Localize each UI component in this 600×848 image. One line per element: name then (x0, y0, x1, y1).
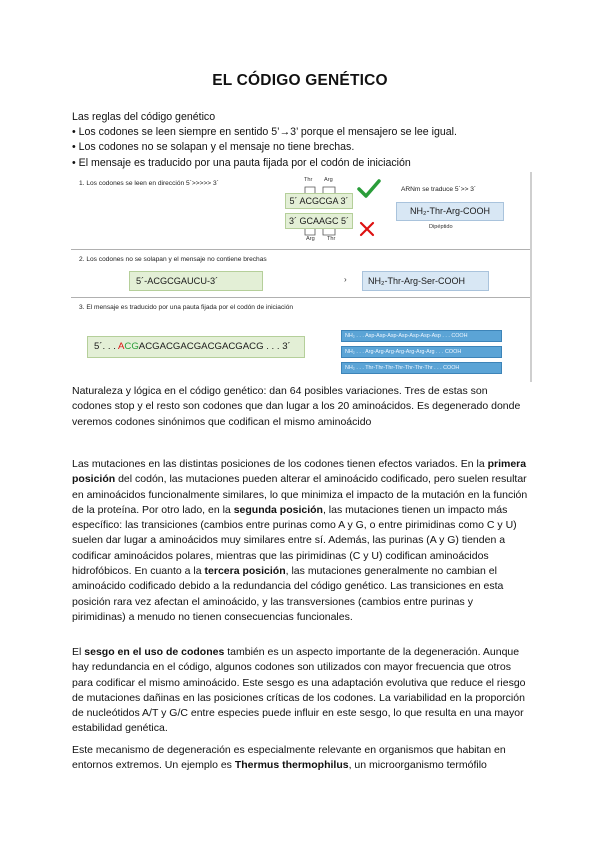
arg-bottom-label: Arg (306, 236, 315, 242)
section-divider (71, 249, 530, 250)
bold-second-position: segunda posición (233, 503, 323, 516)
text-run: El (72, 646, 85, 658)
bold-thermus: Thermus thermophilus (234, 759, 349, 772)
text-run: también es un aspecto importante de la degeneración. Aunque hay redundancia en el código, algunos codones son utilizados con mayor frecuencia que otros para codificar el mismo aminoácido. Este sesgo es una adaptación evolutiva que reduce el riesgo de mutaciones dañinas en las posiciones críticas de los codones. La variabilidad en la proporción de nucleótidos A/T y G/C entre especies puede influir en este sesgo, lo que resulta en una mayor estabilidad genética. (72, 646, 526, 735)
seq-highlight-cg: CG (124, 341, 139, 352)
seq-prefix: 5´. . . (94, 341, 118, 352)
genetic-code-figure (71, 172, 530, 382)
page-title: EL CÓDIGO GENÉTICO (212, 72, 388, 89)
arg-label: Arg (324, 177, 333, 183)
paragraph-codon-bias (72, 645, 528, 737)
frame-thr: NH₂ . . . Thr-Thr-Thr-Thr-Thr-Thr-Thr . . . COOH (341, 362, 502, 374)
paragraph-extreme-environments (72, 743, 528, 774)
text-run: , un microorganismo termófilo (348, 759, 487, 772)
paragraph-mutations (72, 457, 528, 625)
text-run: Este mecanismo de degeneración es especialmente relevante en organismos que habitan en entornos extremos. Un ejemplo es (72, 744, 506, 772)
rule-item: • Los codones se leen siempre en sentido 5’→3’ porque el mensajero se lee igual. (72, 126, 457, 139)
text-run: del codón, las mutaciones pueden alterar el aminoácido codificado, pero suelen resultar en aminoácidos funcionalmente similares, lo que minimiza el impacto de la mutación en la función de la proteína. Por otro lado, en la (72, 473, 528, 516)
thr-bottom-label: Thr (327, 236, 336, 242)
rules-heading: Las reglas del código genético (72, 111, 216, 123)
thr-label: Thr (304, 177, 313, 183)
section-divider (71, 297, 530, 298)
rules-list (72, 110, 532, 171)
reading-frame-sequence (87, 336, 305, 358)
arrow-icon: › (344, 275, 347, 284)
seq-rest: ACGACGACGACGACGACG . . . 3´ (138, 341, 291, 352)
checkmark-icon (356, 178, 382, 200)
section3-label: 3. El mensaje es traducido por una pauta fijada por el codón de iniciación (79, 304, 294, 311)
frame-asp: NH₂ . . . Asp-Asp-Asp-Asp-Asp-Asp-Asp . . . COOH (341, 330, 502, 342)
arnm-label: ARNm se traduce 5´>> 3´ (401, 186, 477, 193)
correct-sequence: 5´ ACGCGA 3´ (285, 193, 353, 209)
rule-item: • El mensaje es traducido por una pauta fijada por el codón de iniciación (72, 156, 411, 169)
text-run: , las mutaciones generalmente no cambian el aminoácido codificado debido a la redundancia del código genético. Las transiciones en esta posición rara vez afectan el aminoácido, y las transversiones (cambios entre purinas y pirimidinas) a menudo no tienen consecuencias funcionales. (72, 565, 504, 623)
paragraph-nature: Naturaleza y lógica en el código genético: dan 64 posibles variaciones. Tres de estas son codones stop y el resto son codones que dan lugar a los 20 aminoácidos. Es degenerado donde veremos codones sinónimos que codifican el mismo aminoácido (72, 385, 521, 428)
bold-third-position: tercera posición (204, 565, 286, 578)
codon-brackets-bottom (293, 228, 351, 238)
peptide-box: NH₂-Thr-Arg-Ser-COOH (362, 271, 489, 291)
text-run: , las mutaciones tienen un impacto más específico: las transiciones (cambios entre purinas como A y G, o entre pirimidinas como C y U) suelen dar lugar a aminoácidos muy similares entre sí. Además, las purinas (A y G) tienden a codificar aminoácidos polares, mientras que las pirimidinas (C y U) codifican aminoácidos hidrofóbicos. En cuanto a la (72, 503, 517, 578)
seq-highlight-a: A (118, 341, 125, 352)
cross-icon (358, 220, 376, 238)
rule-item: • Los codones no se solapan y el mensaje no tiene brechas. (72, 141, 355, 154)
dipeptide-label: Dipéptido (429, 224, 453, 230)
text-run: Las mutaciones en las distintas posiciones de los codones tienen efectos variados. En la (72, 458, 488, 470)
frame-arg: NH₂ . . . Arg-Arg-Arg-Arg-Arg-Arg-Arg . . . COOH (341, 346, 502, 358)
dipeptide-box: NH₂-Thr-Arg-COOH (396, 202, 504, 221)
section1-label: 1. Los codones se leen en dirección 5´>>>>> 3´ (79, 180, 219, 187)
wrong-sequence: 3´ GCAAGC 5´ (285, 213, 353, 229)
section2-label: 2. Los codones no se solapan y el mensaje no contiene brechas (79, 256, 267, 263)
bold-first-position: primera posición (72, 458, 527, 486)
bold-codon-bias: sesgo en el uso de codones (84, 646, 225, 658)
mrna-sequence: 5´-ACGCGAUCU-3´ (129, 271, 263, 291)
